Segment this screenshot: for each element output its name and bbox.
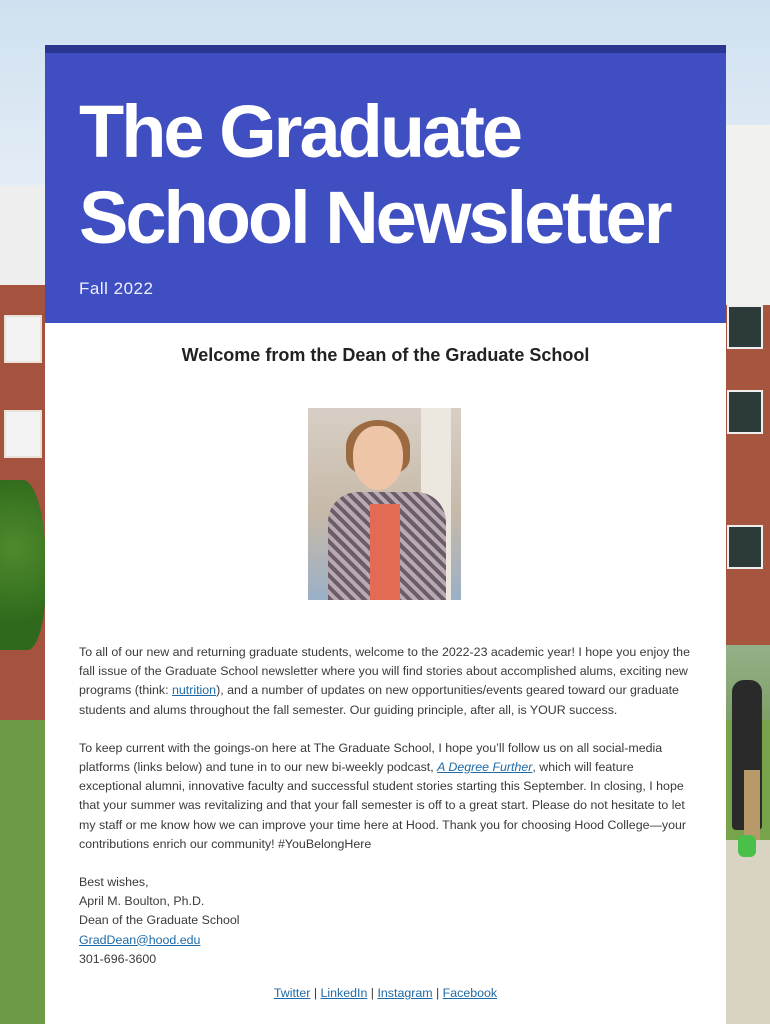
brick-building-left xyxy=(0,185,46,745)
window xyxy=(727,390,763,434)
issue-label: Fall 2022 xyxy=(79,279,154,298)
signature-role: Dean of the Graduate School xyxy=(79,913,240,928)
brick-building-right xyxy=(725,125,770,645)
window xyxy=(4,410,42,458)
building-facade xyxy=(725,125,770,305)
signature-name: April M. Boulton, Ph.D. xyxy=(79,894,205,909)
paragraph-welcome: To all of our new and returning graduate students, welcome to the 2022-23 academic year! I hope you enjoy the fall issue of the Graduate School newsletter where you will find stories about accomplished alums, exciting new programs (think: nutrition), and a number of updates on new opportunities/events geared toward our graduate students and alums throughout the fall semester. Our guiding principle, after all, is YOUR success. xyxy=(79,645,690,717)
window xyxy=(4,315,42,363)
dean-portrait-image xyxy=(308,408,461,600)
linkedin-link[interactable]: LinkedIn xyxy=(320,986,368,1000)
podcast-link[interactable]: A Degree Further xyxy=(437,760,533,775)
newsletter-header xyxy=(45,45,726,323)
nutrition-link[interactable]: nutrition xyxy=(171,683,217,698)
walkway xyxy=(725,840,770,1024)
building-roof xyxy=(0,185,46,285)
photo-shirt xyxy=(370,504,400,600)
signature-phone: 301-696-3600 xyxy=(79,951,157,966)
signature-block xyxy=(79,873,691,969)
tree xyxy=(0,480,46,650)
window xyxy=(727,525,763,569)
signature-closing: Best wishes, xyxy=(79,875,149,890)
twitter-link[interactable]: Twitter xyxy=(273,986,311,1000)
student-shoe xyxy=(738,835,756,857)
paragraph-podcast: To keep current with the goings-on here at The Graduate School, I hope you’ll follow us on all social-media platforms (links below) and tune in to our new bi-weekly podcast, A Degree Further, which will feature exceptional alumni, innovative faculty and successful student stories starting this September. In closing, I hope that your summer was revitalizing and that your fall semester is off to a great start. Please do not hesitate to let my staff or me know how we can improve your time here at Hood. Thank you for choosing Hood College—your contributions enrich our community! #YouBelongHere xyxy=(79,740,686,851)
email-link[interactable]: GradDean@hood.edu xyxy=(79,932,201,947)
section-heading: Welcome from the Dean of the Graduate School xyxy=(181,345,590,365)
social-links: Twitter | LinkedIn | Instagram | Facebook xyxy=(273,986,498,1000)
letter-body xyxy=(79,643,691,969)
newsletter-card xyxy=(45,45,726,1024)
lawn xyxy=(0,720,46,1024)
window xyxy=(727,305,763,349)
dean-photo xyxy=(308,408,461,600)
instagram-link[interactable]: Instagram xyxy=(377,986,433,1000)
newsletter-title: The Graduate School Newsletter xyxy=(79,90,670,259)
photo-face xyxy=(353,426,403,490)
student-leg xyxy=(744,770,760,840)
facebook-link[interactable]: Facebook xyxy=(442,986,498,1000)
